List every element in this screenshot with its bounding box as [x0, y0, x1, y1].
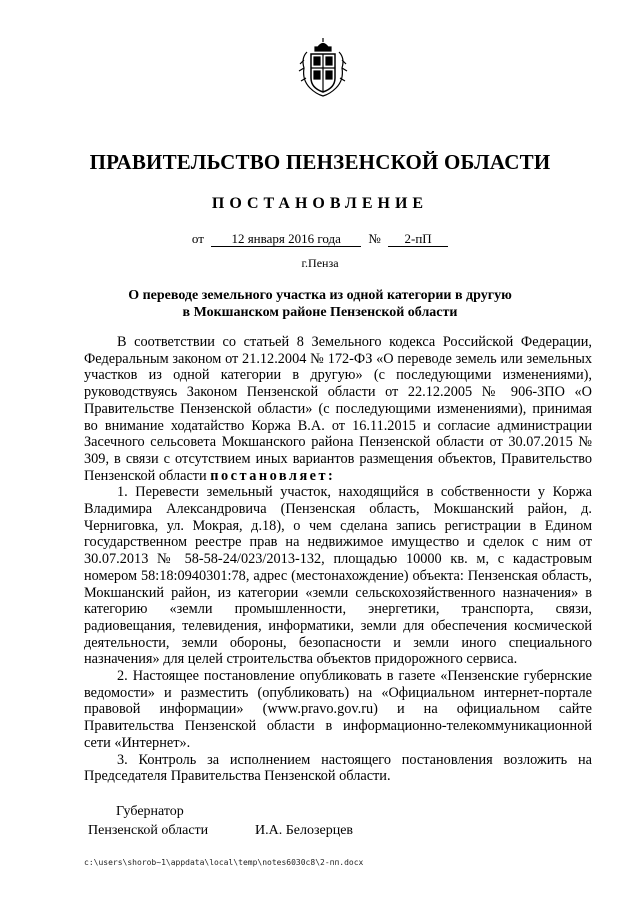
document-body	[84, 334, 592, 785]
paragraph-item-3: 3. Контроль за исполнением настоящего постановления возложить на Председателя Правительства Пензенской области.	[84, 751, 592, 785]
signature-region: Пензенской области	[88, 823, 209, 838]
document-number: 2-пП	[388, 232, 448, 247]
resolves-word: постановляет:	[210, 467, 336, 484]
signature-position: Губернатор	[116, 804, 184, 819]
paragraph-item-1: 1. Перевести земельный участок, находящийся в собственности у Коржа Владимира Александровича (Пензенская область, Мокшанский район, д. Черниговка, ул. Мокрая, д.18), о чем сделана запись регистрации в Едином государственном реестре прав на недвижимое имущество и сделок с ним от 30.07.2013 № 58-58-24/023/2013-132, площадью 10000 кв. м, с кадастровым номером 58:18:0940301:78, адрес (местонахождение) объекта: Пензенская область, Мокшанский район, из категории «земли сельскохозяйственного назначения» в категорию «земли промышленности, энергетики, транспорта, связи, радиовещания, телевидения, информатики, земли для обеспечения космической деятельности, земли обороны, безопасности и земли иного специального назначения» для целей строительства объектов придорожного сервиса.	[84, 484, 592, 668]
title-line: в Мокшанском районе Пензенской области	[182, 305, 458, 320]
city: г.Пенза	[301, 256, 339, 270]
preamble-paragraph	[84, 334, 592, 484]
signature-name: И.А. Белозерцев	[255, 823, 354, 838]
coat-of-arms-icon	[298, 38, 348, 100]
document-type: ПОСТАНОВЛЕНИЕ	[211, 195, 429, 212]
organization-name: ПРАВИТЕЛЬСТВО ПЕНЗЕНСКОЙ ОБЛАСТИ	[89, 150, 551, 174]
file-path-footer: c:\users\shorob~1\appdata\local\temp\notes6030c8\2-пп.docx	[84, 858, 364, 867]
preamble-text: В соответствии со статьей 8 Земельного кодекса Российской Федерации, Федеральным законом от 21.12.2004 № 172-ФЗ «О переводе земель или земельных участков из одной категории в другую» (с последующими изменениями), руководствуясь Законом Пензенской области от 22.12.2005 № 906-ЗПО «О Правительстве Пензенской области» (с последующими изменениями), принимая во внимание ходатайство Коржа В.А. от 16.11.2015 и согласие администрации Засечного сельсовета Мокшанского района Пензенской области от 30.07.2015 № 309, в связи с отсутствием иных вариантов размещения объектов, Правительство Пензенской области	[84, 334, 592, 484]
document-date: 12 января 2016 года	[211, 232, 361, 247]
paragraph-item-2: 2. Настоящее постановление опубликовать в газете «Пензенские губернские ведомости» и разместить (опубликовать) на «Официальном интернет-портале правовой информации» (www.pravo.gov.ru) и на официальном сайте Правительства Пензенской области в информационно-телекоммуникационной сети «Интернет».	[84, 668, 592, 751]
document-title	[60, 287, 580, 321]
title-line: О переводе земельного участка из одной категории в другую	[128, 288, 512, 303]
date-number-line	[0, 231, 640, 247]
date-prefix: от	[191, 231, 204, 246]
number-sign: №	[368, 231, 381, 246]
